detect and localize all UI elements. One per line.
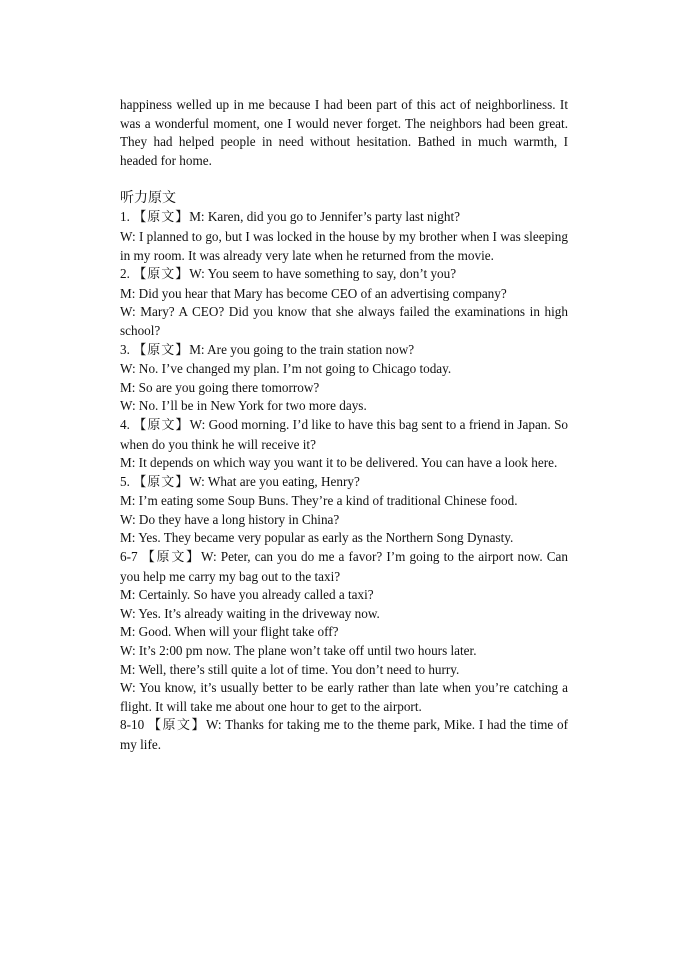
dialogue-text: M: Did you hear that Mary has become CEO of an advertising company? xyxy=(120,285,507,301)
transcript-first-line xyxy=(120,416,568,454)
transcript-item xyxy=(120,265,568,340)
transcript-line xyxy=(120,228,568,265)
transcript-item xyxy=(120,548,568,716)
transcript-line xyxy=(120,285,568,304)
transcript-line xyxy=(120,529,568,548)
transcript-first-line xyxy=(120,716,568,754)
section-title: 听力原文 xyxy=(120,190,176,207)
dialogue-text: M: Well, there’s still quite a lot of time. You don’t need to hurry. xyxy=(120,661,460,677)
item-number: 3. xyxy=(120,341,130,357)
dialogue-text: W: I planned to go, but I was locked in the house by my brother when I was sleeping in my room. It was already very late when he returned from the movie. xyxy=(120,228,568,263)
dialogue-text: W: Peter, can you do me a favor? I’m going to the airport now. Can you help me carry my bag out to the taxi? xyxy=(120,549,569,584)
dialogue-text: W: What are you eating, Henry? xyxy=(189,473,360,489)
original-text-tag: 【原文】 xyxy=(133,417,190,433)
dialogue-text: M: Yes. They became very popular as early as the Northern Song Dynasty. xyxy=(120,530,514,546)
dialogue-text: W: No. I’ve changed my plan. I’m not going to Chicago today. xyxy=(120,361,452,377)
original-text-tag: 【原文】 xyxy=(147,718,206,734)
dialogue-text: W: You know, it’s usually better to be early rather than late when you’re catching a flight. It will take me about one hour to get to the airport. xyxy=(120,680,568,714)
transcript-first-line xyxy=(120,473,568,493)
transcript-item xyxy=(120,341,568,416)
item-number: 8-10 xyxy=(120,717,145,733)
transcript-line xyxy=(120,454,568,473)
original-text-tag: 【原文】 xyxy=(133,342,190,358)
item-number: 1. xyxy=(120,209,130,225)
dialogue-text: M: It depends on which way you want it to be delivered. You can have a look here. xyxy=(120,455,558,471)
transcript-item xyxy=(120,416,568,473)
item-number: 2. xyxy=(120,266,130,282)
transcript-line xyxy=(120,623,568,642)
transcript-line xyxy=(120,360,568,379)
transcript-item xyxy=(120,473,568,548)
transcript-first-line xyxy=(120,208,568,228)
dialogue-text: M: I’m eating some Soup Buns. They’re a kind of traditional Chinese food. xyxy=(120,493,518,509)
original-text-tag: 【原文】 xyxy=(133,210,190,226)
dialogue-text: M: Karen, did you go to Jennifer’s party last night? xyxy=(189,209,460,225)
dialogue-text: W: Yes. It’s already waiting in the driveway now. xyxy=(120,605,380,621)
transcript-line xyxy=(120,379,568,398)
dialogue-text: M: Certainly. So have you already called a taxi? xyxy=(120,587,374,603)
transcript-line xyxy=(120,642,568,661)
dialogue-text: M: Good. When will your flight take off? xyxy=(120,624,339,640)
dialogue-text: W: It’s 2:00 pm now. The plane won’t take off until two hours later. xyxy=(120,643,477,659)
transcript-line xyxy=(120,661,568,680)
item-number: 5. xyxy=(120,473,130,489)
original-text-tag: 【原文】 xyxy=(133,267,190,283)
dialogue-text: W: No. I’ll be in New York for two more days. xyxy=(120,398,367,414)
original-text-tag: 【原文】 xyxy=(133,474,190,490)
transcript-line xyxy=(120,492,568,511)
transcript-line xyxy=(120,511,568,530)
item-number: 6-7 xyxy=(120,549,138,565)
transcript-item xyxy=(120,208,568,265)
transcript-line xyxy=(120,586,568,605)
transcript-list xyxy=(120,208,568,754)
dialogue-text: M: So are you going there tomorrow? xyxy=(120,379,320,395)
transcript-first-line xyxy=(120,548,568,586)
item-number: 4. xyxy=(120,416,130,432)
dialogue-text: W: Mary? A CEO? Did you know that she always failed the examinations in high school? xyxy=(120,304,568,338)
original-text-tag: 【原文】 xyxy=(141,550,201,566)
dialogue-text: W: Do they have a long history in China? xyxy=(120,511,340,527)
transcript-line xyxy=(120,605,568,624)
transcript-first-line xyxy=(120,341,568,361)
dialogue-text: M: Are you going to the train station now? xyxy=(189,341,415,357)
transcript-first-line xyxy=(120,265,568,285)
document-body xyxy=(120,96,568,755)
dialogue-text: W: Good morning. I’d like to have this bag sent to a friend in Japan. So when do you think he will receive it? xyxy=(120,416,568,452)
transcript-line xyxy=(120,679,568,716)
transcript-line xyxy=(120,303,568,340)
transcript-line xyxy=(120,397,568,416)
dialogue-text: W: Thanks for taking me to the theme park, Mike. I had the time of my life. xyxy=(120,717,568,752)
transcript-item xyxy=(120,716,568,754)
intro-paragraph: happiness welled up in me because I had been part of this act of neighborliness. It was a wonderful moment, one I would never forget. The neighbors had been great. They had helped people in need without hesitation. Bathed in much warmth, I headed for home. xyxy=(120,97,568,168)
dialogue-text: W: You seem to have something to say, don’t you? xyxy=(189,266,457,282)
